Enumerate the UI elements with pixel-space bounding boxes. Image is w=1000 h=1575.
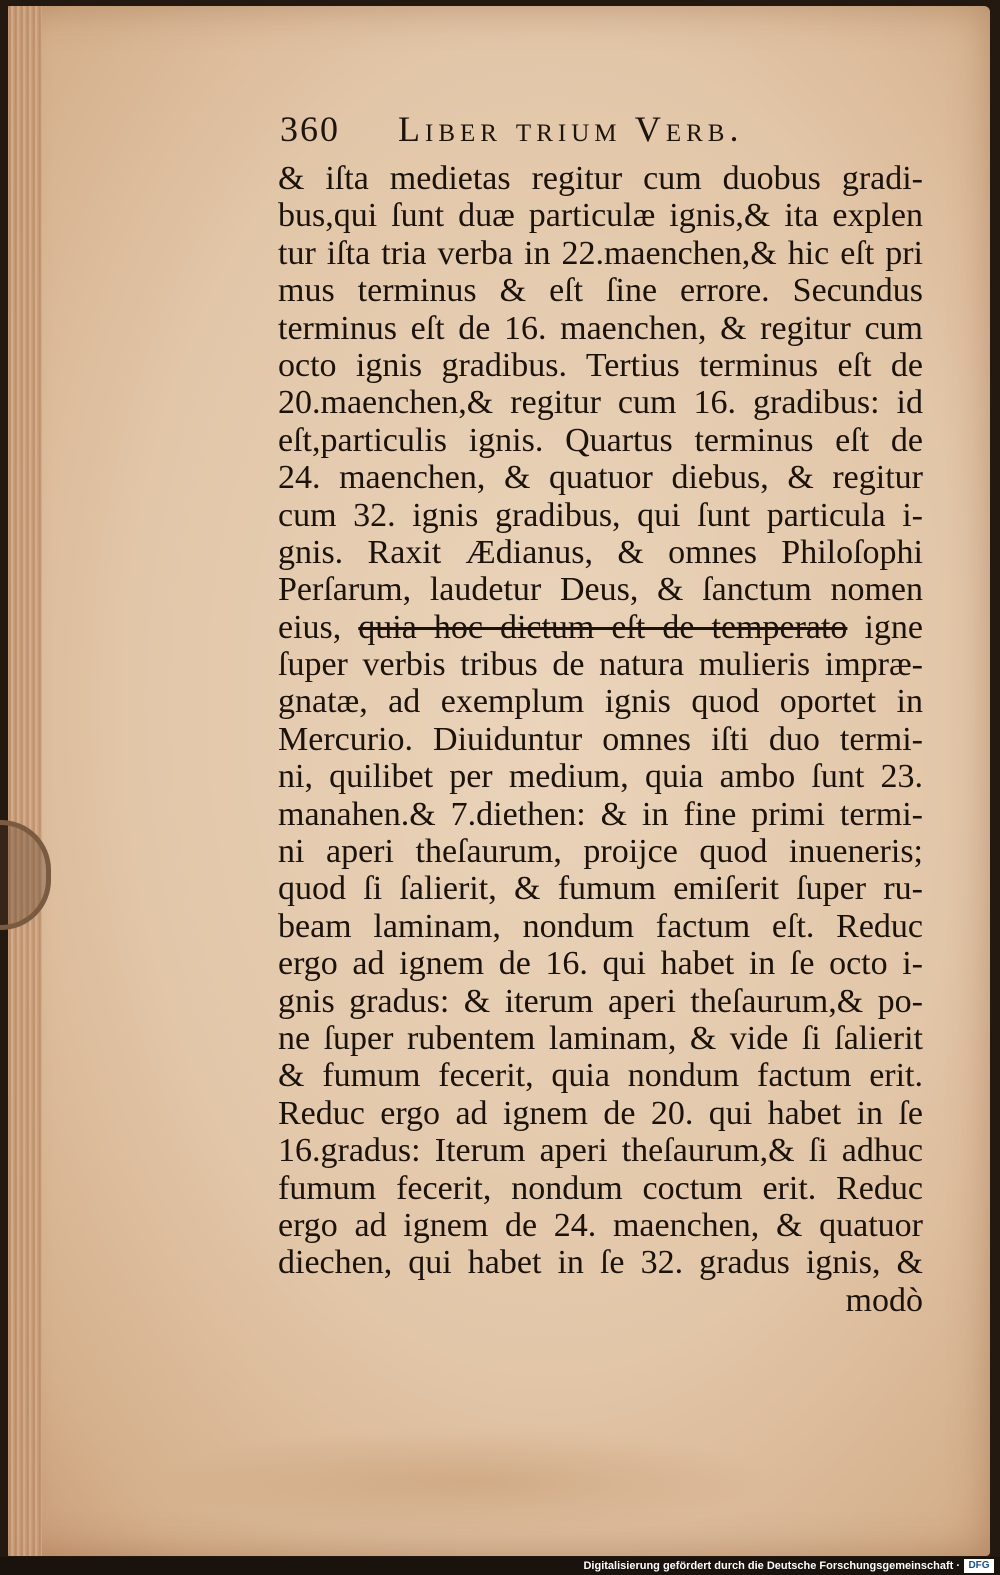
- running-title: Liber trium Verb.: [398, 109, 744, 149]
- text-line: gnis. Raxit Ædianus, & omnes Philoſophi: [278, 533, 923, 571]
- text-line: quod ſi ſalierit, & fumum emiſerit ſuper ru-: [278, 870, 923, 908]
- text-line: fumum fecerit, nondum coctum erit. Reduc: [278, 1169, 923, 1207]
- body-text: [278, 160, 923, 1319]
- text-line: manahen.& 7.diethen: & in fine primi termi-: [278, 795, 923, 833]
- text-line: beam laminam, nondum factum eſt. Reduc: [278, 907, 923, 945]
- text-line: ne ſuper rubentem laminam, & vide ſi ſalierit: [278, 1019, 923, 1057]
- text-line: tur iſta tria verba in 22.maenchen,& hic eſt pri: [278, 234, 923, 272]
- text-segment: igne: [864, 608, 923, 646]
- text-line: ſuper verbis tribus de natura mulieris impræ-: [278, 646, 923, 684]
- text-line: gnis gradus: & iterum aperi theſaurum,& po-: [278, 982, 923, 1020]
- text-line: octo ignis gradibus. Tertius terminus eſt de: [278, 346, 923, 384]
- text-line-struck: [278, 609, 923, 646]
- text-line: 16.gradus: Iterum aperi theſaurum,& ſi adhuc: [278, 1132, 923, 1170]
- text-line: & fumum fecerit, quia nondum factum erit.: [278, 1057, 923, 1095]
- text-line: gnatæ, ad exemplum ignis quod oportet in: [278, 683, 923, 721]
- text-line: & iſta medietas regitur cum duobus gradi-: [278, 160, 923, 197]
- text-line: Perſarum, laudetur Deus, & ſanctum nomen: [278, 571, 923, 609]
- text-line: Mercurio. Diuiduntur omnes iſti duo termi-: [278, 720, 923, 758]
- struck-through-text: quia hoc dictum eſt de temperato: [358, 608, 848, 646]
- text-line: ni, quilibet per medium, quia ambo ſunt 23.: [278, 758, 923, 796]
- digitization-credit: Digitalisierung gefördert durch die Deutsche Forschungsgemeinschaft ·: [583, 1560, 960, 1572]
- text-line: ergo ad ignem de 24. maenchen, & quatuor: [278, 1206, 923, 1244]
- text-line: diechen, qui habet in ſe 32. gradus ignis, &: [278, 1244, 923, 1282]
- running-header: [280, 108, 880, 148]
- text-segment: eius,: [278, 608, 342, 646]
- page-edges: [8, 6, 42, 1556]
- text-line: ergo ad ignem de 16. qui habet in ſe octo i-: [278, 945, 923, 983]
- text-line: 20.maenchen,& regitur cum 16. gradibus: id: [278, 384, 923, 422]
- water-stain: [158, 1426, 778, 1536]
- text-line: terminus eſt de 16. maenchen, & regitur cum: [278, 309, 923, 347]
- text-line: eſt,particulis ignis. Quartus terminus eſt de: [278, 421, 923, 459]
- text-line: ni aperi theſaurum, proijce quod inueneris;: [278, 833, 923, 871]
- dfg-logo: DFG: [964, 1559, 994, 1573]
- text-line: 24. maenchen, & quatuor diebus, & regitur: [278, 459, 923, 497]
- page-number: 360: [280, 109, 340, 149]
- text-line: cum 32. ignis gradibus, qui ſunt particula i-: [278, 496, 923, 534]
- text-line: mus terminus & eſt ſine errore. Secundus: [278, 272, 923, 310]
- catchword: modò: [845, 1281, 923, 1319]
- text-line: bus,qui ſunt duæ particulæ ignis,& ita explen: [278, 197, 923, 235]
- text-line: Reduc ergo ad ignem de 20. qui habet in ſe: [278, 1094, 923, 1132]
